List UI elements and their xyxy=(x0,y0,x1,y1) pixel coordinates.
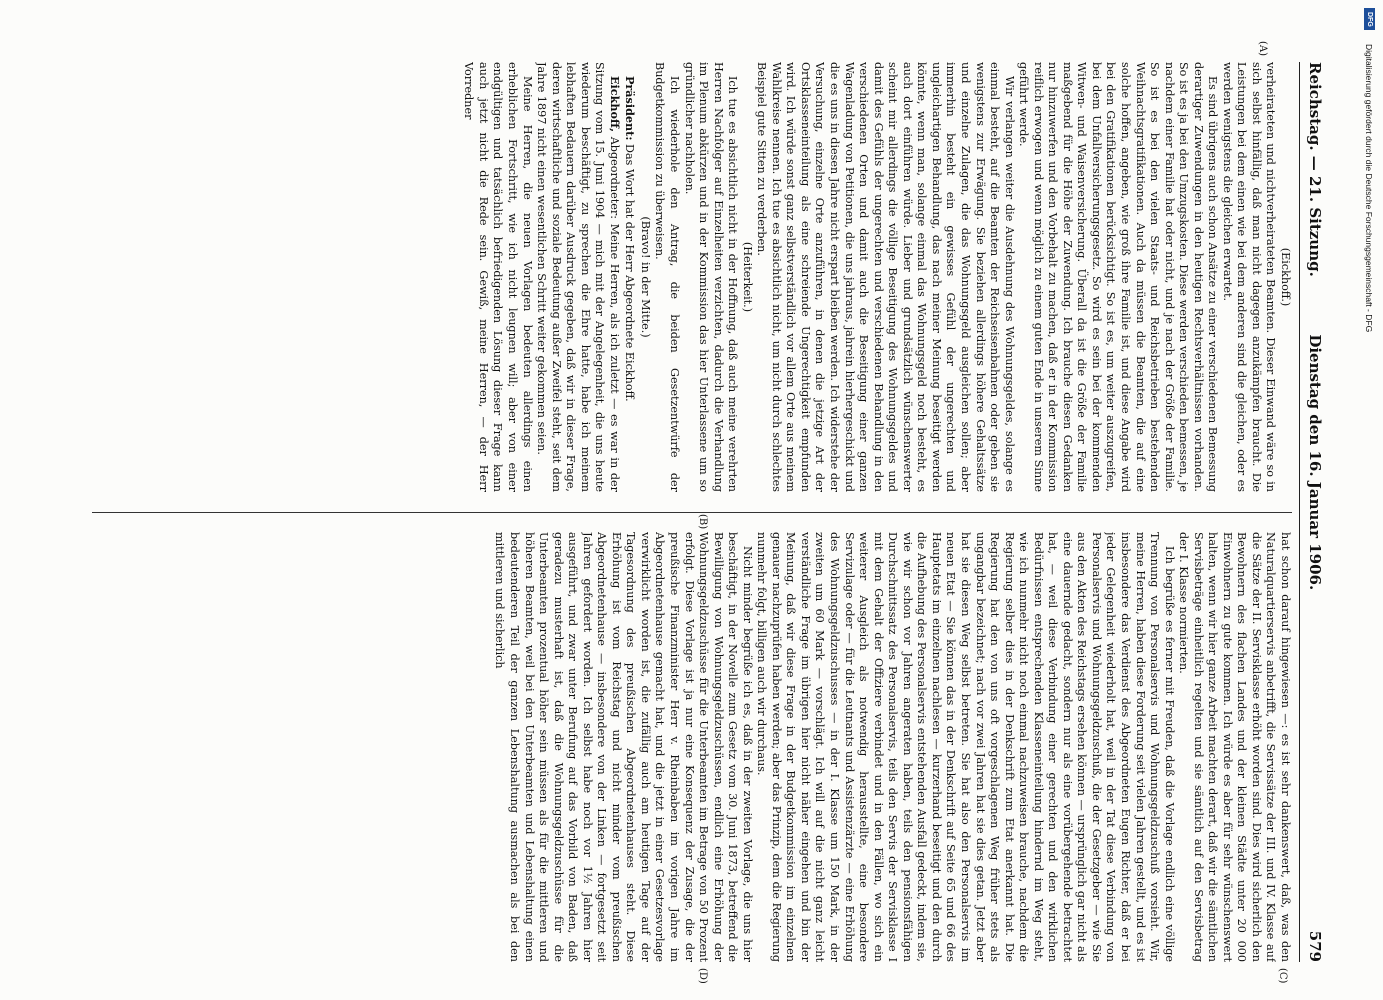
left-column xyxy=(92,62,1292,492)
speaker-paragraph xyxy=(534,62,622,492)
right-paragraph-2: Ich begrüße es ferner mit Freuden, daß die Vorlage endlich eine völlige Trennung von Personalservis und Wohnungsgeldzuschuß vorsieht. Wir, meine Herren, haben diese Forderung seit vielen Jahren gestellt, und es ist insbesondere das Verdienst des Abgeordneten Eugen Richter, daß er bei jeder Gelegenheit wiederholt hat, weil in der Tat diese Verbindung von Personalservis und Wohnungsgeldzuschuß, die der Gesetzgeber — wie Sie aus den Akten des Reichstags ersehen können — ursprünglich gar nicht als eine dauernde gedacht, sondern nur als eine vorübergehende betrachtet hat, — weil diese Verbindung einer gerechten und den wirklichen Bedürfnissen entsprechenden Klasseneinteilung hindernd im Weg steht, wie ich nunmehr nicht noch einmal nachzuweisen brauche, nachdem die Regierung selber dies in der Denkschrift zum Etat anerkannt hat. Die Regierung hat den von uns oft vorgeschlagenen Weg früher stets als ungangbar bezeichnet; nach vor zwei Jahren hat sie dies getan. Jetzt aber hat sie diesen Weg selbst betreten. Sie hat also den Personalservis im neuen Etat — Sie können das in der Denkschrift auf Seite 65 und 66 des Hauptetats im einzelnen nachlesen — kurzerhand beseitigt und den durch die Aufhebung des Personalservis entstehenden Ausfall gedeckt, indem sie, wie wir schon vor Jahren angeraten haben, teils den pensionsfähigen Durchschnittssatz des Personalservis, teils den Servis der Servisklasse I mit dem Gehalt der Offiziere verbindet und in den Fällen, wo sich ein weiterer Ausgleich als notwendig herausstellte, eine besondere Servizulage oder — für die Leutnants und Assistenzärzte — eine Erhöhung des Wohnungsgeldzuschusses — in der I. Klasse um 150 Mark, in der zweiten um 60 Mark — vorschlägt. Ich will auf die nicht ganz leicht verständliche Frage im übrigen hier nicht näher eingehen und bin der Meinung, daß wir diese Frage in der Budgetkommission im einzelnen genauer nachzuprüfen haben werden; aber das Prinzip, dem die Regierung nunmehr folgt, billigen auch wir durchaus. xyxy=(755,532,1176,962)
left-paragraph-1: verheirateten und nichtverheirateten Beamten. Dieser Einwand wäre so in sich selbst hinfällig, daß man nicht dagegen anzukämpfen braucht. Die Leistungen bei dem einen wie bei dem anderen sind die gleichen, oder es werden wenigstens die gleichen erwartet. xyxy=(1220,62,1278,492)
right-column xyxy=(92,532,1292,962)
credit-text: Digitalisierung gefördert durch die Deutsche Forschungsgemeinschaft - DFG xyxy=(1364,44,1374,333)
credit-strip xyxy=(1362,12,1376,992)
margin-mark-c: (C) xyxy=(1277,968,1288,984)
page-number: 579 xyxy=(1306,930,1324,962)
left-paragraph-3: Wir verlangen weiter die Ausdehnung des Wohnungsgeldes, solange es einmal besteht, auf die Beamten der Reichseisenbahnen oder geben sie wenigstens zur Erwägung. Sie beziehen allerdings höhere Gehaltssätze und einzelne Zulagen, die das Wohnungsgeld ausgleichen sollen; aber immerhin besteht ein gewisses Gefühl der ungerechten und ungleichartigen Behandlung, das nach meiner Meinung beseitigt werden könnte, wenn man, solange einmal das Wohnungsgeld noch besteht, es auch dort einführen würde. Lieber und grundsätzlich wünschenswerter scheint mir allerdings die völlige Beseitigung des Wohnungsgeldes und damit des Gefühls der ungerechten und verschiedenen Behandlung in den verschiedenen Orten und damit auch die Beseitigung einer ganzen Wagenladung von Petitionen, die uns jahraus, jahrein hierhergeschickt und die es uns in diesen Jahre nicht erspart bleiben werden. Ich widerstehe der Versuchung, einzelne Orte anzuführen, in denen die jetzige Art der Ortsklasseneinteilung als eine schreiende Ungerechtigkeit empfunden wird. Ich würde sonst ganz selbstverständlich vor allem Orte aus meinem Wahlkreise nennen. Ich tue es absichtlich nicht, um nicht durch schlechtes Beispiel gute Sitten zu verderben. xyxy=(755,62,1016,492)
left-paragraph-5: Ich wiederhole den Antrag, die beiden Gesetzentwürfe der Budgetkommission zu überweisen. xyxy=(653,62,682,492)
left-paragraph-2: Es sind übrigens auch schon Ansätze zu einer verschiedenen Bemessung derartiger Zuwendungen in den heutigen Rechtsverhältnissen vorhanden. So ist es ja bei den Umzugskosten. Diese werden verschieden bemessen, je nachdem einer Familie hat oder nicht, und je nach der Größe der Familie. So ist es bei den vielen Staats- und Reichsbetrieben bestehenden Weihnachtsgratifikationen. Auch da müssen die Beamten, die auf eine solche hoffen, angeben, wie groß ihre Familie ist, und diese Angabe wird bei den Gratifikationen berücksichtigt. So ist es, um weiter auszugreifen, bei dem Unfallversicherungsgesetz. So wird es sein bei der kommenden Witwen- und Waisenversicherung. Überall da ist die Größe der Familie maßgebend für die Höhe der Zuwendung. Ich brauche diesen Gedanken nur hinzuwerfen und den Vorbehalt zu machen, daß er in der Kommission reiflich erwogen und wenn möglich zu einem guten Ende in unserem Sinne geführt werde. xyxy=(1017,62,1220,492)
right-paragraph-3: Nicht minder begrüße ich es, daß in der zweiten Vorlage, die uns hier beschäftigt, in der Novelle zum Gesetz vom 30. Juni 1873, betreffend die Bewilligung von Wohnungsgeldzuschüssen, endlich eine Erhöhung der Wohnungsgeldzuschüsse für die Unterbeamten im Betrage von 50 Prozent erfolgt. Diese Vorlage ist ja nur eine Konsequenz der Zusage, die der preußische Finanzminister Herr v. Rheinbaben im vorigen Jahre im Abgeordnetenhause gemacht hat, und die jetzt in einer Gesetzesvorlage verwirklicht worden ist, die zufällig auch am heutigen Tage auf der Tagesordnung des preußischen Abgeordnetenhauses steht. Diese Erhöhung ist vom Reichstag und nicht minder vom preußischen Abgeordnetenhause — insbesondere von der Linken — fortgesetzt seit Jahren gefordert worden. Ich selbst habe noch vor 1½ Jahren hier ausgeführt, und zwar unter Berufung auf das Vorbild von Baden, daß geradezu musterhaft ist, daß die Wohnungsgeldzuschüsse für die Unterbeamten prozentual höher sein müssen als für die mittleren und höheren Beamten, weil bei den Unterbeamten und Lebenshaltung einen bedeutenderen Teil der ganzen Lebenshaltung ausmachen als bei den mittleren und sicherlich xyxy=(493,532,754,962)
speaker-label: Eickhoff, xyxy=(607,76,622,133)
speaker-text: Meine Herren, als ich zuletzt — es war in der Sitzung vom 15. Juni 1904 — mich mit der Angelegenheit, die uns heute wiederum beschäftigt, zu sprechen die Ehre hatte, habe ich meinem lebhaften Bedauern darüber Ausdruck gegeben, daß wir in dieser Frage, deren wirtschaftliche und soziale Bedeutung außer Zweifel steht, seit dem Jahre 1897 nicht einen wesentlichen Schritt weiter gekommen seien. xyxy=(535,62,621,492)
header-date-text: Dienstag den 16. Januar 1906. xyxy=(1306,334,1324,591)
header-date xyxy=(1306,334,1324,962)
running-header xyxy=(1299,62,1328,962)
interjection-laughter: (Heiterkeit.) xyxy=(740,241,754,313)
margin-mark-b: (B) xyxy=(697,514,708,530)
header-title: Reichstag. — 21. Sitzung. xyxy=(1306,62,1324,277)
speaker-role: Abgeordneter: xyxy=(607,136,621,220)
right-paragraph-1: hat schon darauf hingewiesen —: es ist sehr dankenswert, daß, was den Naturalquartierservis anbetrifft, die Servissätze der III. und IV. Klasse auf die Sätze der II. Servisklasse erhöht worden sind. Dies wird sicherlich den Bewohnern des flachen Landes und der kleinen Städte unter 20 000 Einwohnern zu gute kommen. Ich würde es aber für sehr wünschenswert halten, wenn wir hier ganze Arbeit machten derart, daß wir die sämtlichen Servisbeträge einheitlich regelten und sie sämtlich auf den Servisbetrag der I. Klasse normierten. xyxy=(1177,532,1292,962)
dfg-logo-icon: DFG xyxy=(1364,8,1375,30)
rotated-page-content xyxy=(78,40,1328,984)
column-divider xyxy=(92,512,1292,513)
left-paragraph-4: Ich tue es absichtlich nicht in der Hoffnung, daß auch meine verehrten Herren Nachfolger auf Einzelheiten verzichten, dadurch die Verhandlung im Plenum abkürzen und in der Kommission das hier Unterlassene um so gründlicher nachholen. xyxy=(682,62,740,492)
margin-mark-a: (A) xyxy=(1257,40,1268,56)
president-text: Das Wort hat der Herr Abgeordnete Eickhoff. xyxy=(623,144,637,402)
left-paragraph-6: Meine Herren, die neuen Vorlagen bedeuten allerdings einen erheblichen Fortschritt, wie ich nicht leugnen will; aber von einer endgültigen und tatsächlich befriedigenden Lösung dieser Frage kann auch jetzt nicht die Rede sein. Gewiß, meine Herren, — der Herr Vorredner xyxy=(462,62,534,492)
interjection-bravo: (Bravo! in der Mitte.) xyxy=(638,216,652,338)
margin-mark-d: (D) xyxy=(697,968,708,984)
president-label: Präsident: xyxy=(623,76,638,141)
president-paragraph xyxy=(622,62,638,492)
speaker-continued: (Eickhoff.) xyxy=(1279,247,1292,307)
